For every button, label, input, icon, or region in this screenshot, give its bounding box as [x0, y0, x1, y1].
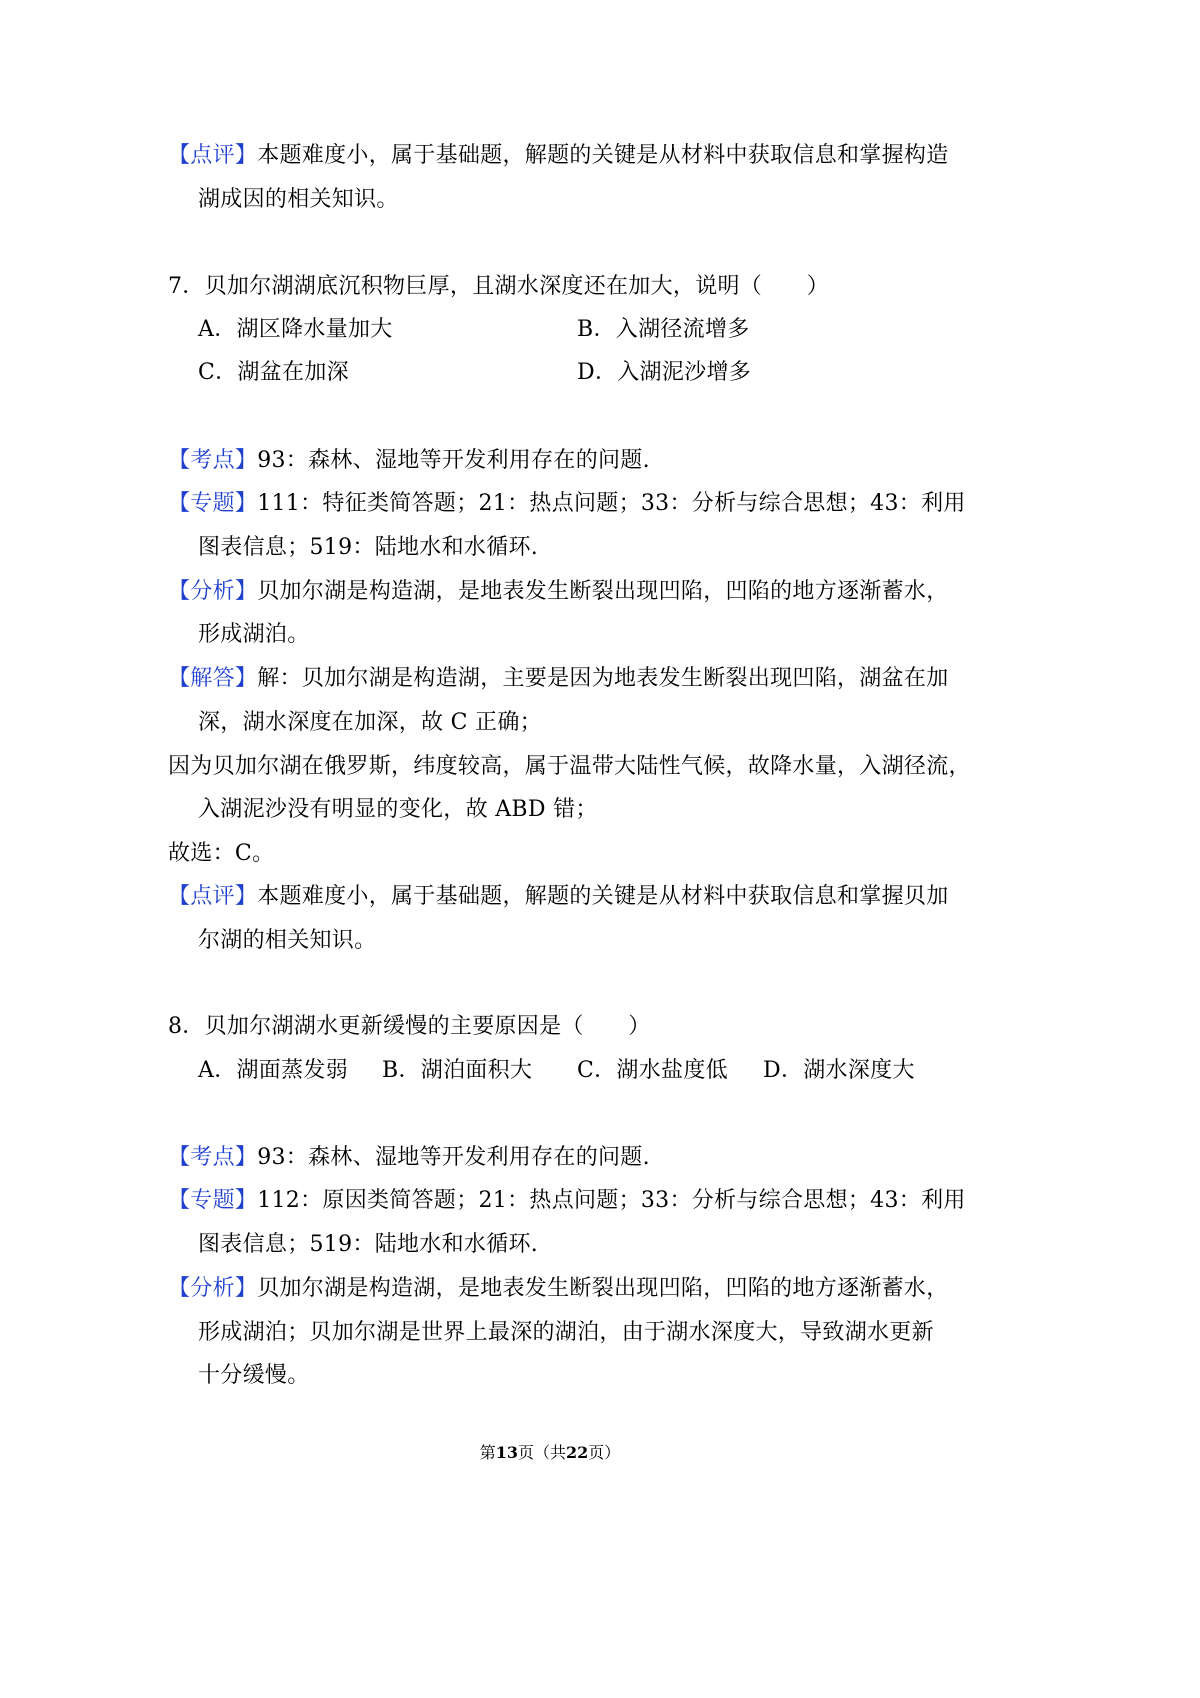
q8-fenxi-continued-2: 十分缓慢。 — [198, 1363, 310, 1388]
q8-fenxi-continued: 形成湖泊；贝加尔湖是世界上最深的湖泊，由于湖水深度大，导致湖水更新 — [198, 1320, 934, 1345]
question-8-option-d: D．湖水深度大 — [763, 1058, 915, 1083]
q7-answer-choice: 故选：C。 — [168, 841, 275, 866]
q8-kaodian-line — [168, 1143, 948, 1173]
q7-jieda-continued: 深，湖水深度在加深，故 C 正确； — [198, 710, 542, 735]
question-8-option-c: C．湖水盐度低 — [577, 1058, 728, 1083]
review-tag: 【点评】 — [168, 143, 258, 168]
kaodian-text: 93：森林、湿地等开发利用存在的问题. — [257, 448, 650, 473]
q7-jieda-explanation-continued: 入湖泥沙没有明显的变化，故 ABD 错； — [198, 797, 598, 822]
question-8-stem: 8．贝加尔湖湖水更新缓慢的主要原因是（ ） — [168, 1014, 651, 1039]
q7-review-line — [168, 882, 948, 912]
jieda-text: 解：贝加尔湖是构造湖，主要是因为地表发生断裂出现凹陷，湖盆在加 — [257, 666, 949, 691]
review-text: 本题难度小，属于基础题，解题的关键是从材料中获取信息和掌握贝加 — [257, 884, 949, 909]
q7-jieda-line — [168, 664, 948, 694]
footer-total-pages: 22 — [566, 1443, 589, 1462]
footer-suffix: 页） — [588, 1443, 621, 1462]
zhuanti-tag: 【专题】 — [168, 1188, 258, 1213]
q7-zhuanti-continued: 图表信息；519：陆地水和水循环. — [198, 535, 539, 560]
footer-prefix: 第 — [479, 1443, 496, 1462]
zhuanti-text: 111：特征类简答题；21：热点问题；33：分析与综合思想；43：利用 — [257, 491, 966, 516]
page-footer — [0, 1442, 1100, 1464]
q8-zhuanti-line — [168, 1186, 966, 1216]
question-7-option-a: A．湖区降水量加大 — [198, 317, 393, 342]
question-7-option-b: B．入湖径流增多 — [577, 317, 750, 342]
question-7-stem: 7．贝加尔湖湖底沉积物巨厚，且湖水深度还在加大，说明（ ） — [168, 274, 829, 299]
q7-jieda-explanation: 因为贝加尔湖在俄罗斯，纬度较高，属于温带大陆性气候，故降水量，入湖径流， — [168, 754, 971, 779]
kaodian-text: 93：森林、湿地等开发利用存在的问题. — [257, 1145, 650, 1170]
review-line — [168, 141, 948, 171]
fenxi-text: 贝加尔湖是构造湖，是地表发生断裂出现凹陷，凹陷的地方逐渐蓄水， — [257, 579, 949, 604]
q7-fenxi-line — [168, 577, 948, 607]
question-8-option-b: B．湖泊面积大 — [382, 1058, 533, 1083]
fenxi-tag: 【分析】 — [168, 579, 258, 604]
question-7-option-c: C．湖盆在加深 — [198, 360, 349, 385]
review-text: 本题难度小，属于基础题，解题的关键是从材料中获取信息和掌握构造 — [257, 143, 949, 168]
zhuanti-text: 112：原因类简答题；21：热点问题；33：分析与综合思想；43：利用 — [257, 1188, 966, 1213]
jieda-tag: 【解答】 — [168, 666, 258, 691]
question-7-option-d: D．入湖泥沙增多 — [577, 360, 752, 385]
fenxi-tag: 【分析】 — [168, 1276, 258, 1301]
question-8-option-a: A．湖面蒸发弱 — [198, 1058, 348, 1083]
q8-zhuanti-continued: 图表信息；519：陆地水和水循环. — [198, 1232, 539, 1257]
kaodian-tag: 【考点】 — [168, 1145, 258, 1170]
fenxi-text: 贝加尔湖是构造湖，是地表发生断裂出现凹陷，凹陷的地方逐渐蓄水， — [257, 1276, 949, 1301]
review-tag: 【点评】 — [168, 884, 258, 909]
q8-fenxi-line — [168, 1274, 948, 1304]
q7-zhuanti-line — [168, 489, 966, 519]
footer-middle: 页（共 — [517, 1443, 566, 1462]
q7-fenxi-continued: 形成湖泊。 — [198, 622, 310, 647]
footer-page-number: 13 — [495, 1443, 518, 1462]
review-text-continued: 湖成因的相关知识。 — [198, 187, 399, 212]
q7-review-continued: 尔湖的相关知识。 — [198, 928, 377, 953]
q7-kaodian-line — [168, 446, 948, 476]
zhuanti-tag: 【专题】 — [168, 491, 258, 516]
kaodian-tag: 【考点】 — [168, 448, 258, 473]
